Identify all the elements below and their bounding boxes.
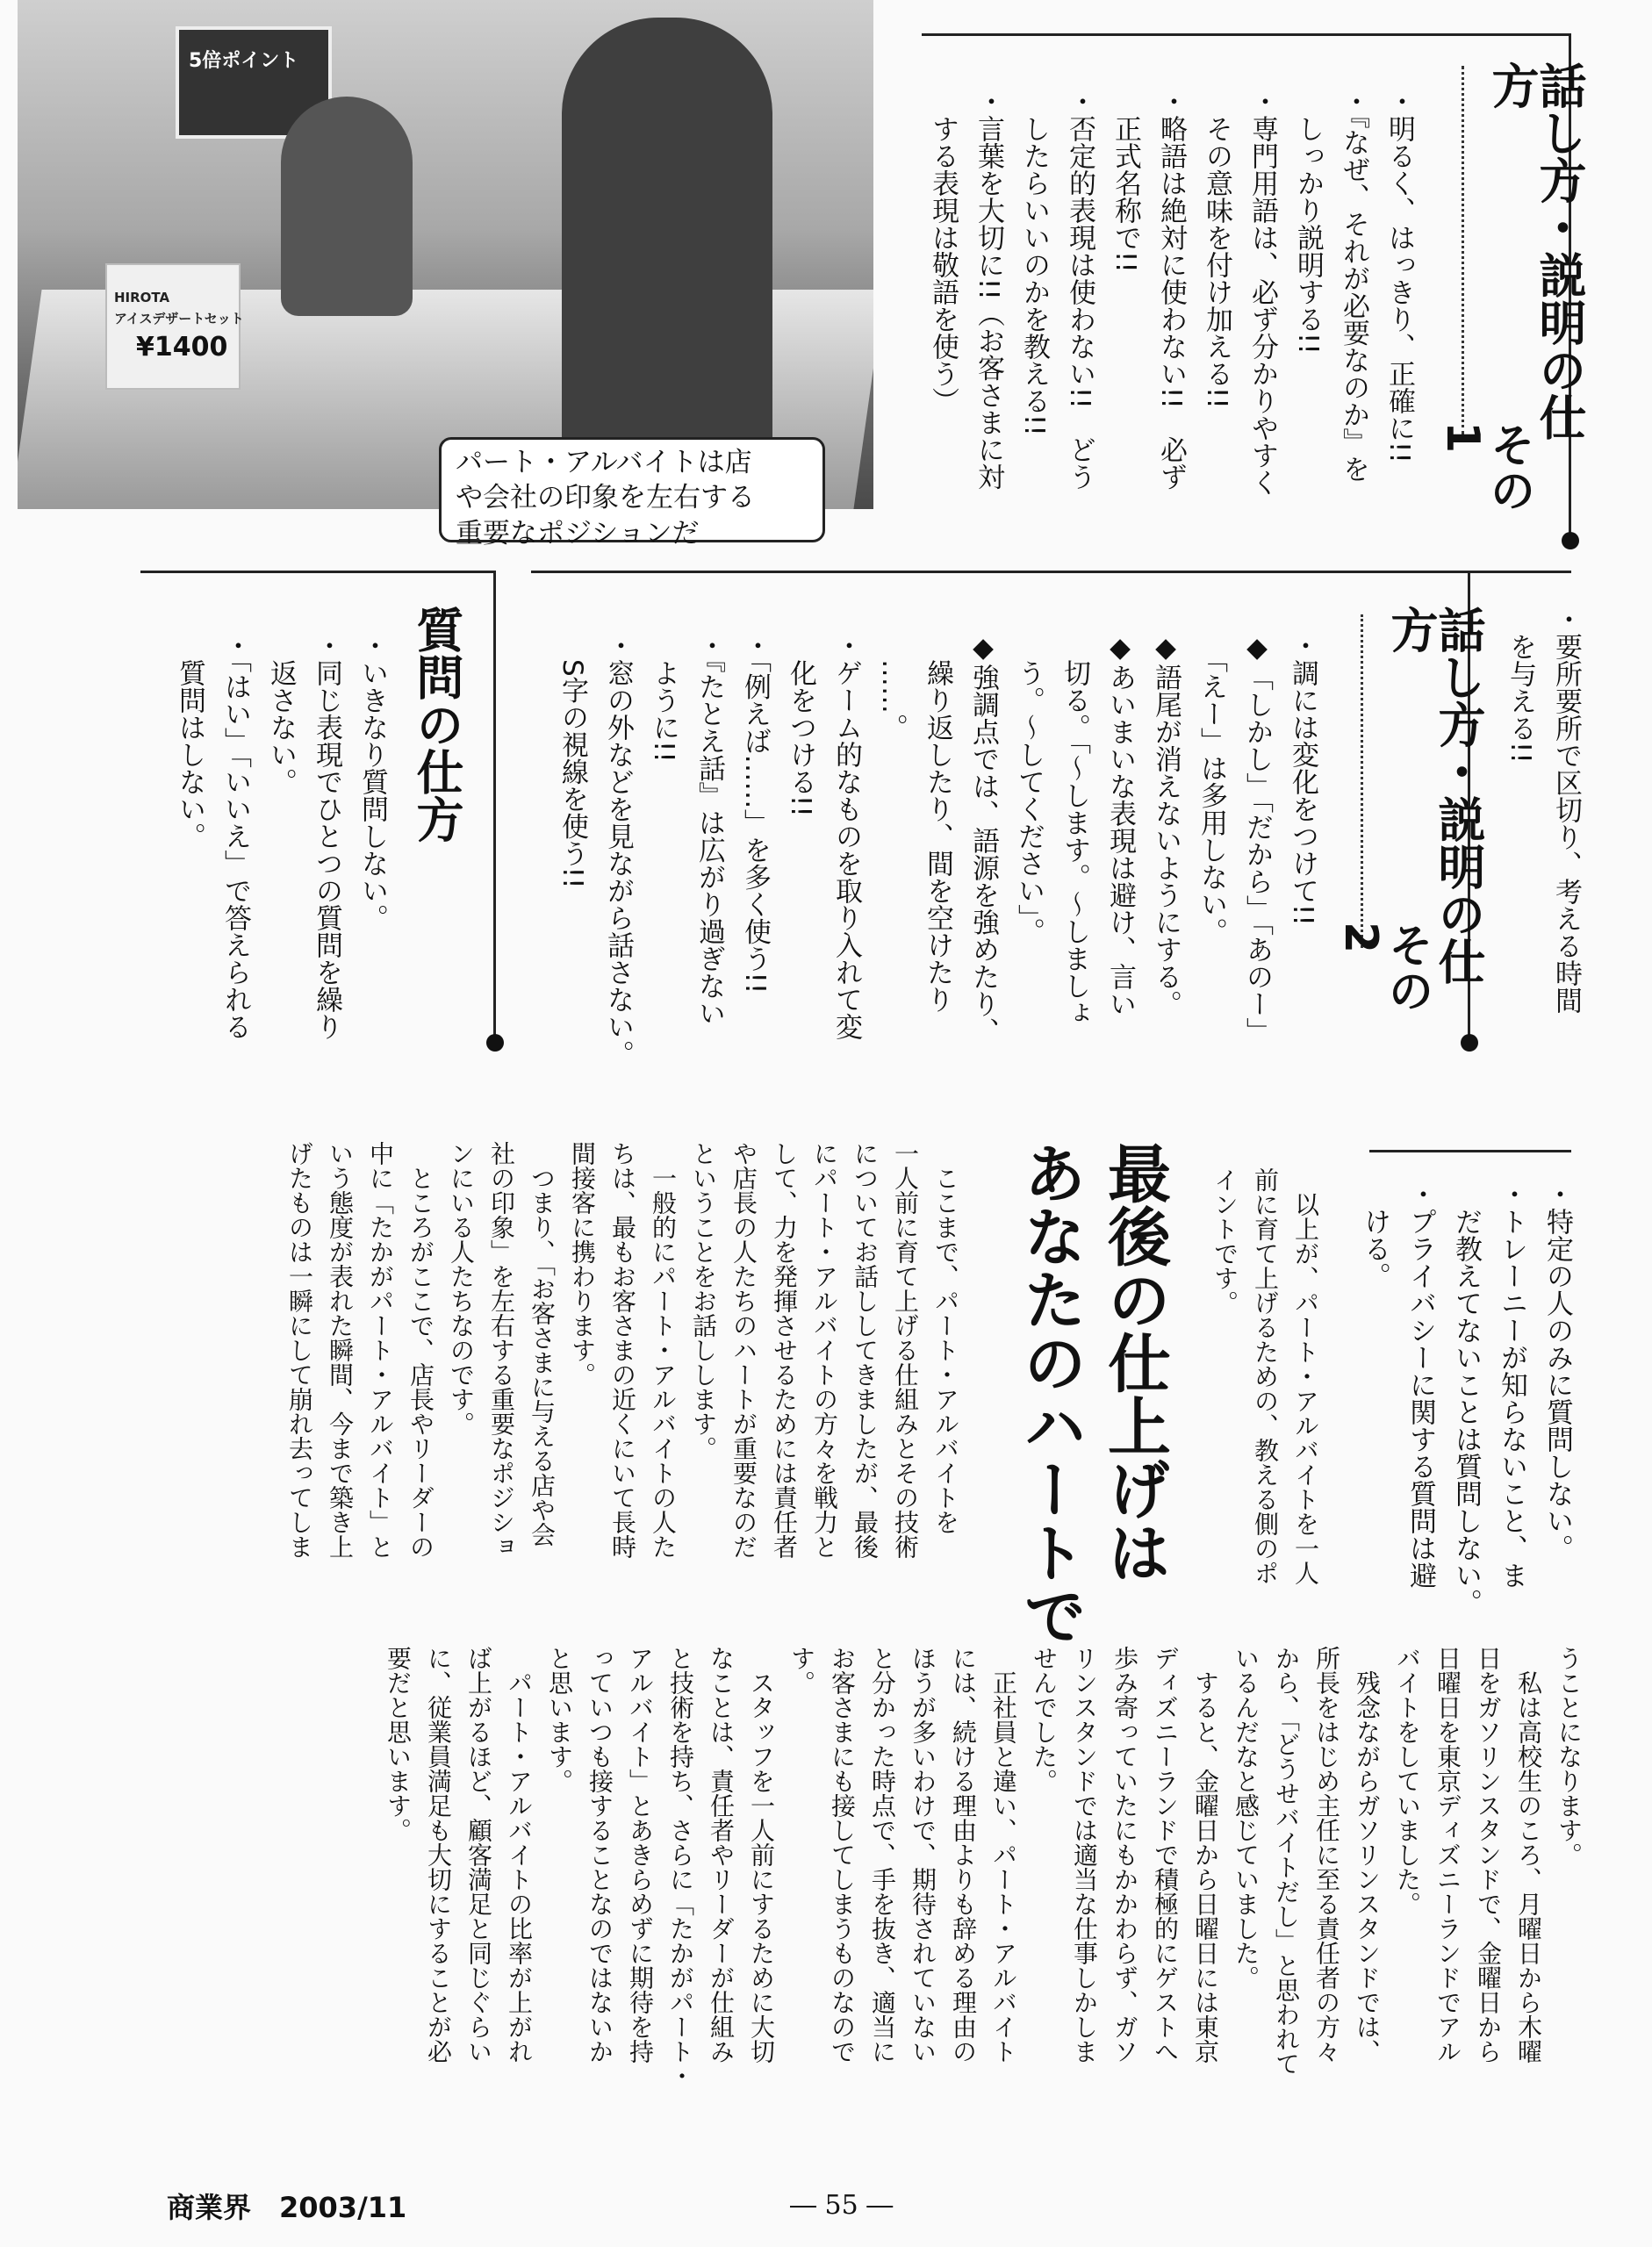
caption-line: パート・アルバイトは店 (456, 447, 752, 478)
list-item: ◆「しかし」「だから」「あのー」 (1241, 632, 1273, 1045)
section-three-list (132, 632, 395, 1071)
article-line: 要だと思います。 (384, 1646, 413, 1842)
section-one-title: 話し方・説明の仕方 (1484, 61, 1587, 441)
list-item: ◆強調点では、語源を強めたり、 (967, 632, 999, 1045)
section-one-rule (922, 33, 1571, 36)
section-three-dot (486, 1034, 504, 1052)
article-line: には、続ける理由よりも辞める理由の (949, 1646, 978, 2064)
list-item: 「えー」は多用しない。 (1196, 632, 1227, 945)
article-line: っていつも接することなのではないか (585, 1646, 614, 2064)
list-item: う。～してください」。 (1013, 632, 1045, 945)
list-item: その意味を付け加える!! (1201, 88, 1232, 409)
customer-figure (562, 18, 772, 509)
list-item: しっかり説明する!! (1292, 88, 1324, 355)
heading-line: 最後の仕上げは (1097, 1141, 1171, 1583)
section-two-list (535, 632, 1325, 1088)
intro-line: 前に育て上げるための、教える側のポ (1251, 1167, 1280, 1585)
magazine-footer: 商業界 2003/11 (167, 2191, 407, 2224)
article-line: 間接客に携わります。 (568, 1141, 597, 1387)
list-item: 切る。「～します。～しましょ (1059, 632, 1090, 1027)
list-item: ・専門用語は、必ず分かりやすく (1246, 88, 1278, 496)
list-item: 質問はしない。 (174, 632, 205, 850)
list-item: ・ゲーム的なものを取り入れて変 (830, 632, 862, 1040)
section-one-dot (1562, 532, 1579, 549)
list-item: ・『なぜ、それが必要なのか』を (1338, 88, 1369, 483)
article-line: いるんだなと感じていました。 (1232, 1646, 1261, 1990)
bottom-right-rule (1369, 1150, 1571, 1152)
list-item: ・要所要所で区切り、考える時間 (1550, 606, 1582, 1014)
article-line: 日をガソリンスタンドで、金曜日から (1474, 1646, 1503, 2064)
list-item: したらいいのかを教える!! (1018, 88, 1050, 436)
store-photo (18, 0, 873, 509)
caption-line: や会社の印象を左右する (456, 482, 755, 514)
list-item: ・「例えば……」を多く使う!! (739, 632, 771, 994)
continued-list (1483, 606, 1589, 1097)
article-line: や店長の人たちのハートが重要なのだ (729, 1141, 758, 1559)
article-line: して、力を発揮させるためには責任者 (770, 1141, 799, 1559)
article-line: ちは、最もお客さまの近くにいて長時 (608, 1141, 637, 1559)
section-one-sub: その1 (1436, 421, 1534, 513)
section-two-sub: その2 (1334, 922, 1433, 1013)
bottom-right-list (1334, 1181, 1580, 1646)
list-item: ように!! (648, 632, 679, 763)
article-line: ば上がるほど、顧客満足と同じぐらい (464, 1646, 493, 2064)
list-item: ・言葉を大切に!!（お客さまに対 (973, 88, 1004, 491)
article-line: 日曜日を東京ディズニーランドでアル (1433, 1646, 1462, 2064)
article-line: す。 (787, 1646, 816, 1695)
article-line: なことは、責任者やリーダーが仕組み (707, 1646, 736, 2064)
caption-line: 重要なポジションだ (456, 517, 700, 549)
article-line: スタッフを一人前にするために大切 (747, 1646, 776, 2064)
list-item: ける。 (1359, 1181, 1390, 1289)
article-line: 歩み寄っていたにもかかわらず、ガソ (1110, 1646, 1139, 2064)
article-line: と思います。 (545, 1646, 574, 1793)
list-item: 化をつける!! (785, 632, 816, 817)
article-line: 所長をはじめ主任に至る責任者の方々 (1312, 1646, 1341, 2064)
section-two-dot (1461, 1034, 1478, 1052)
box-price: ¥1400 (136, 332, 228, 363)
list-item: だ教えてないことは質問しない。 (1450, 1181, 1482, 1616)
article-line: つまり、「お客さまに与える店や会 (528, 1141, 557, 1547)
list-item: ・否定的表現は使わない!! どう (1064, 88, 1095, 491)
article-line: に、従業員満足も大切にすることが必 (424, 1646, 453, 2064)
list-item: 繰り返したり、間を空けたり (922, 632, 953, 1013)
list-item: ・『たとえ話』は広がり過ぎない (693, 632, 725, 1027)
article-line: ンにいる人たちなのです。 (447, 1141, 476, 1436)
section-three-title: 質問の仕方 (409, 606, 464, 843)
heading-line: あなたのハートで (1013, 1141, 1087, 1647)
article-line: せんでした。 (1030, 1646, 1059, 1793)
article-line: げたものは一瞬にして崩れ去ってしま (285, 1141, 314, 1559)
list-item: ・同じ表現でひとつの質問を繰り (311, 632, 342, 1040)
article-line: いう態度が表れた瞬間、今まで築き上 (326, 1141, 355, 1559)
section-three-rule-vertical (493, 571, 496, 1036)
list-item: ……。 (876, 632, 908, 741)
article-line: パート・アルバイトの比率が上がれ (505, 1646, 534, 2064)
article-line: についてお話ししてきましたが、最後 (851, 1141, 880, 1559)
article-line: と分かった時点で、手を抜き、適当に (868, 1646, 897, 2064)
article-line: うことになります。 (1555, 1646, 1584, 1867)
list-item: 正式名称で!! (1110, 88, 1141, 273)
list-item: ・「はい」「いいえ」で答えられる (219, 632, 251, 1040)
list-item: S字の視線を使う!! (557, 632, 588, 889)
article-line: から、「どうせバイトだし」と思われて (1272, 1646, 1301, 2076)
box-brand: HIROTA (114, 290, 170, 305)
list-item: ◆語尾が消えないようにする。 (1150, 632, 1182, 1017)
article-line: アルバイト」とあきらめずに期待を持 (626, 1646, 655, 2064)
section-one-dotted (1462, 66, 1464, 434)
article-line: と技術を持ち、さらに「たかがパート・ (666, 1646, 695, 2088)
list-item: ◆あいまいな表現は避け、言い (1104, 632, 1136, 1017)
article-line: 私は高校生のころ、月曜日から木曜 (1514, 1646, 1543, 2064)
list-item: を与える!! (1505, 606, 1536, 764)
intro-line: イントです。 (1210, 1167, 1239, 1315)
article-line: ということをお話しします。 (689, 1141, 718, 1461)
photo-caption (439, 437, 825, 549)
poster-text: 5倍ポイント (189, 50, 299, 72)
box-product: アイスデザートセット (114, 311, 244, 327)
list-item: ・調には変化をつけて!! (1287, 632, 1318, 926)
article-line: ところがここで、店長やリーダーの (406, 1141, 435, 1559)
section-two-rule (531, 571, 1470, 573)
page-number: ― 55 ― (790, 2190, 894, 2221)
article-line: にパート・アルバイトの方々を戦力と (810, 1141, 839, 1559)
article-line: ディズニーランドで積極的にゲストへ (1151, 1646, 1180, 2064)
list-item: ・明るく、はっきり、正確に!! (1383, 88, 1415, 463)
article-lower (132, 1646, 1589, 2137)
article-upper (132, 1141, 966, 1606)
article-line: リンスタンドでは適当な仕事しかしま (1070, 1646, 1099, 2064)
list-item: ・プライバシーに関する質問は避 (1404, 1181, 1436, 1589)
section-two-dotted (1361, 614, 1363, 948)
clerk-figure (281, 97, 413, 316)
article-line: すると、金曜日から日曜日には東京 (1191, 1646, 1220, 2064)
list-item: する表現は敬語を使う） (927, 88, 959, 414)
article-line: 一般的にパート・アルバイトの人た (649, 1141, 678, 1559)
section-one-list (913, 88, 1422, 509)
list-item: 返さない。 (265, 632, 297, 795)
article-line: 中に「たかがパート・アルバイト」と (366, 1141, 395, 1559)
article-line: バイトをしていました。 (1393, 1646, 1422, 1916)
article-heading (1001, 1141, 1176, 1659)
article-line: ここまで、パート・アルバイトを (931, 1141, 960, 1534)
article-line: 残念ながらガソリンスタンドでは、 (1353, 1646, 1382, 2064)
article-line: 正社員と違い、パート・アルバイト (989, 1646, 1018, 2064)
article-intro (1194, 1167, 1325, 1633)
article-line: お客さまにも接してしまうものなので (828, 1646, 857, 2064)
intro-line: 以上が、パート・アルバイトを一人 (1291, 1167, 1320, 1585)
section-two-title: 話し方・説明の仕方 (1383, 606, 1486, 985)
list-item: ・いきなり質問しない。 (356, 632, 388, 931)
list-item: ・トレーニーが知らないこと、ま (1496, 1181, 1527, 1589)
article-line: ほうが多いわけで、期待されていない (909, 1646, 937, 2064)
list-item: ・窓の外などを見ながら話さない。 (602, 632, 634, 1067)
section-three-rule (140, 571, 496, 573)
article-line: 社の印象」を左右する重要なポジショ (487, 1141, 516, 1559)
list-item: ・略語は絶対に使わない!! 必ず (1155, 88, 1187, 491)
article-line: 一人前に育て上げる仕組みとその技術 (891, 1141, 920, 1559)
list-item: ・特定の人のみに質問しない。 (1541, 1181, 1573, 1561)
